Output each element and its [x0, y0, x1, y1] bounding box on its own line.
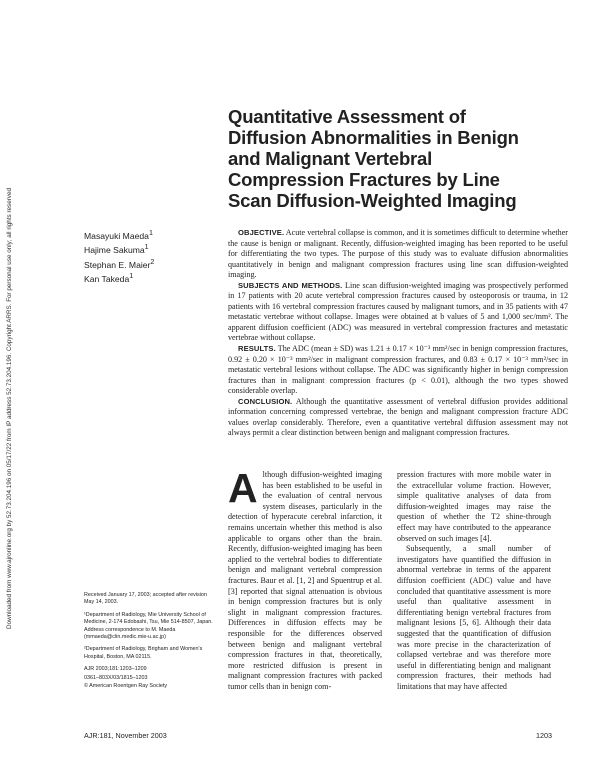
abstract-heading: CONCLUSION. — [238, 396, 293, 406]
abstract-heading: RESULTS. — [238, 344, 276, 354]
download-notice — [2, 128, 16, 688]
download-notice-text: Downloaded from www.ajronline.org by 52.73.204.196 on 05/17/22 from IP address 52.73.204.196. Copyright ARRS. For personal use only; all rights reserved — [5, 187, 13, 629]
abstract — [228, 228, 568, 439]
body-column-1 — [228, 465, 382, 692]
citation: AJR 2003;181:1203–1209 — [84, 666, 147, 673]
body-paragraph: Although diffusion-weighted imaging has been established to be useful in the evaluation of central nervous system diseases, particularly in the detection of hyperacute cerebral infarction, it remains uncertain whether this method is also applicable to organs other than the brain. Recently, diffusion-weighted imaging has been applied to the vertebral bodies to differentiate benign and malignant vertebral compression fractures. Baur et al. [1, 2] and Spuentrup et al. [3] reported that signal attenuation is obvious in benign compression fractures but is only slight in malignant compression fractures. Differences in diffusion effects may be responsible for the differences observed between benign and malignant vertebral compression fractures in that, theoretically, more restricted diffusion is present in malignant compression fractures with packed tumor cells than in benign com- — [228, 465, 382, 691]
body-paragraph: Subsequently, a small number of investigators have quantified the diffusion in abnormal vertebrae in terms of the apparent diffusion coefficient (ADC) value and have concluded that quantitative assessment is more useful than qualitative assessment in differentiating benign vertebral fractures from malignant lesions [5, 6]. Although their data suggested that the quantification of diffusion was more precise in the characterization of collapsed vertebrae and was therefore more useful in differentiating benign and malignant compression fractures, their methods had limitations that may have affected — [397, 544, 551, 691]
abstract-conclusion: CONCLUSION. Although the quantitative assessment of vertebral diffusion provides additional information concerning compressed vertebrae, the benign and malignant compression fracture ADC values overlap considerably. Therefore, even a quantitative vertebral diffusion assessment may not always permit a clear distinction between benign and malignant compression fractures. — [228, 396, 568, 438]
abstract-results: RESULTS. The ADC (mean ± SD) was 1.21 ± 0.17 × 10⁻³ mm²/sec in benign compression fractures, 0.92 ± 0.20 × 10⁻³ mm²/sec in malignant compression fractures, and 0.83 ± 0.17 × 10⁻³ mm²/sec in metastatic vertebral lesions without collapse. The ADC was significantly higher in benign compression fractures than in malignant compression fractures (p < 0.01), although the two types showed considerable overlap. — [228, 344, 568, 396]
title-line: Scan Diffusion-Weighted Imaging — [228, 190, 517, 211]
title-line: and Malignant Vertebral — [228, 148, 433, 169]
author-list — [84, 228, 204, 285]
article-title — [228, 106, 568, 211]
footer-journal: AJR:181, November 2003 — [84, 731, 167, 740]
issn: 0361–803X/03/1815–1203 — [84, 674, 148, 681]
body-paragraph: pression fractures with more mobile water in the extracellular volume fraction. However, simple qualitative analyses of data from diffusion-weighted images may raise the question of whether the T2 shine-through effect may have contributed to the appearance observed on such images [4]. — [397, 470, 551, 543]
copyright: © American Roentgen Ray Society — [84, 683, 168, 690]
drop-cap: A — [228, 465, 258, 511]
author: Kan Takeda$^1$ — [84, 271, 134, 284]
affiliation-2: ²Department of Radiology, Brigham and Women's Hospital, Boston, MA 02115. — [84, 646, 203, 660]
author: Hajime Sakuma$^1$ — [84, 243, 149, 256]
author: Stephan E. Maier$^2$ — [84, 257, 155, 270]
title-line: Diffusion Abnormalities in Benign — [228, 127, 519, 148]
abstract-methods: SUBJECTS AND METHODS. Line scan diffusion-weighted imaging was prospectively performed in 17 patients with 20 acute vertebral compression fractures caused by osteoporosis or trauma, in 12 patients with 16 vertebral compression fractures caused by malignant tumors, and in 35 patients with 47 metastatic vertebrae without collapse. Images were obtained at b values of 5 and 1,000 sec/mm². The apparent diffusion coefficient (ADC) was measured in vertebral compression fractures and metastatic vertebrae without collapse. — [228, 280, 568, 343]
abstract-heading: OBJECTIVE. — [238, 228, 285, 237]
title-line: Quantitative Assessment of — [228, 106, 466, 127]
title-line: Compression Fractures by Line — [228, 169, 500, 190]
footer-page-number: 1203 — [536, 731, 552, 740]
abstract-heading: SUBJECTS AND METHODS. — [238, 280, 343, 290]
article-info — [84, 592, 216, 695]
abstract-objective: OBJECTIVE. Acute vertebral collapse is common, and it is sometimes difficult to determine whether the cause is benign or malignant. Recently, diffusion-weighted imaging has been reported to be useful for differentiating the two types. The purpose of this study was to evaluate diffusion abnormalities quantitatively in benign and malignant compression fractures using line scan diffusion-weighted imaging. — [228, 228, 568, 280]
affiliation-1: ¹Department of Radiology, Mie University School of Medicine, 2-174 Edobashi, Tsu, Mie 514-8507, Japan. Address correspondence to M. Maeda (mmaeda@clin.medic.mie-u.ac.jp) — [84, 611, 213, 641]
received-dates: Received January 17, 2003; accepted after revision May 14, 2003. — [84, 592, 207, 606]
author: Masayuki Maeda$^1$ — [84, 229, 153, 241]
body-column-2 — [397, 470, 551, 692]
